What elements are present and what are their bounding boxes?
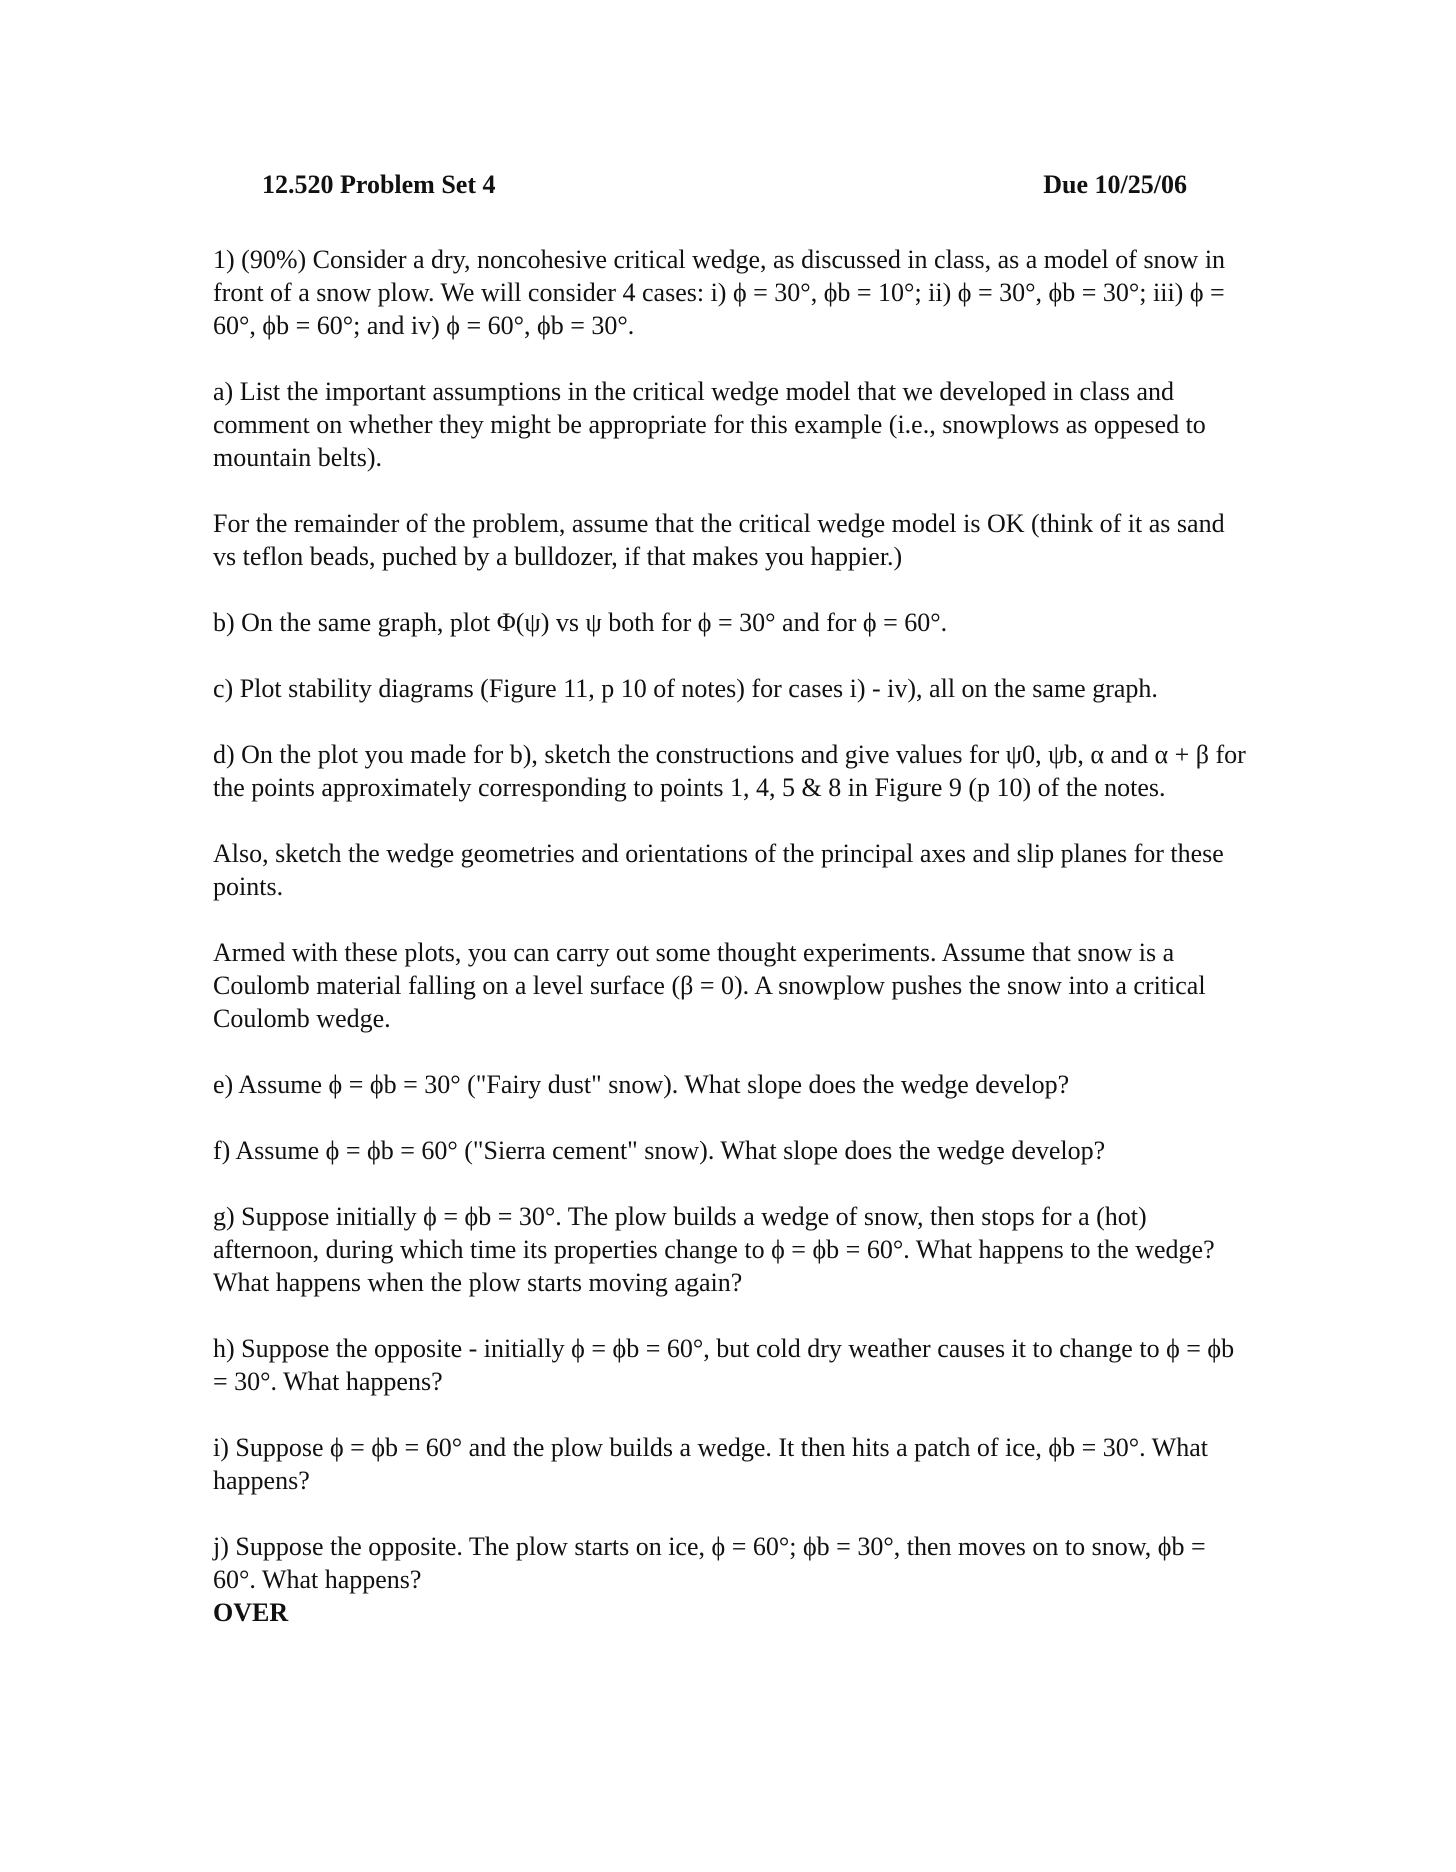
part-h: h) Suppose the opposite - initially ϕ = ϕb = 60°, but cold dry weather causes it to change to ϕ = ϕb = 30°. What happens? (213, 1334, 1235, 1396)
due-date: Due 10/25/06 (1043, 170, 1187, 199)
part-e: e) Assume ϕ = ϕb = 30° ("Fairy dust" snow). What slope does the wedge develop? (213, 1070, 1070, 1099)
course-title: 12.520 Problem Set 4 (262, 170, 496, 199)
thought-experiments-intro: Armed with these plots, you can carry out some thought experiments. Assume that snow is a Coulomb material falling on a level surface (β = 0). A snowplow pushes the snow into a critical Coulomb wedge. (213, 938, 1206, 1033)
part-d-sketch-note: Also, sketch the wedge geometries and orientations of the principal axes and slip planes for these points. (213, 839, 1224, 901)
problem-1-intro: 1) (90%) Consider a dry, noncohesive critical wedge, as discussed in class, as a model of snow in front of a snow plow. We will consider 4 cases: i) ϕ = 30°, ϕb = 10°; ii) ϕ = 30°, ϕb = 30°; iii) ϕ = 60°, ϕb = 60°; and iv) ϕ = 60°, ϕb = 30°. (213, 245, 1226, 340)
part-c: c) Plot stability diagrams (Figure 11, p 10 of notes) for cases i) - iv), all on the same graph. (213, 674, 1158, 703)
remainder-note: For the remainder of the problem, assume that the critical wedge model is OK (think of it as sand vs teflon beads, puched by a bulldozer, if that makes you happier.) (213, 509, 1225, 571)
part-g: g) Suppose initially ϕ = ϕb = 30°. The plow builds a wedge of snow, then stops for a (hot) afternoon, during which time its properties change to ϕ = ϕb = 60°. What happens to the wedge? What happens when the plow starts moving again? (213, 1202, 1215, 1297)
part-f: f) Assume ϕ = ϕb = 60° ("Sierra cement" snow). What slope does the wedge develop? (213, 1136, 1106, 1165)
part-j: j) Suppose the opposite. The plow starts on ice, ϕ = 60°; ϕb = 30°, then moves on to snow, ϕb = 60°. What happens? (213, 1532, 1206, 1594)
document-header (262, 170, 1187, 210)
problem-text (213, 243, 1253, 1629)
part-d: d) On the plot you made for b), sketch the constructions and give values for ψ0, ψb, α and α + β for the points approximately corresponding to points 1, 4, 5 & 8 in Figure 9 (p 10) of the notes. (213, 740, 1246, 802)
over-label: OVER (213, 1598, 289, 1627)
part-a: a) List the important assumptions in the critical wedge model that we developed in class and comment on whether they might be appropriate for this example (i.e., snowplows as oppesed to mountain belts). (213, 377, 1206, 472)
part-i: i) Suppose ϕ = ϕb = 60° and the plow builds a wedge. It then hits a patch of ice, ϕb = 30°. What happens? (213, 1433, 1208, 1495)
part-b: b) On the same graph, plot Φ(ψ) vs ψ both for ϕ = 30° and for ϕ = 60°. (213, 608, 948, 637)
